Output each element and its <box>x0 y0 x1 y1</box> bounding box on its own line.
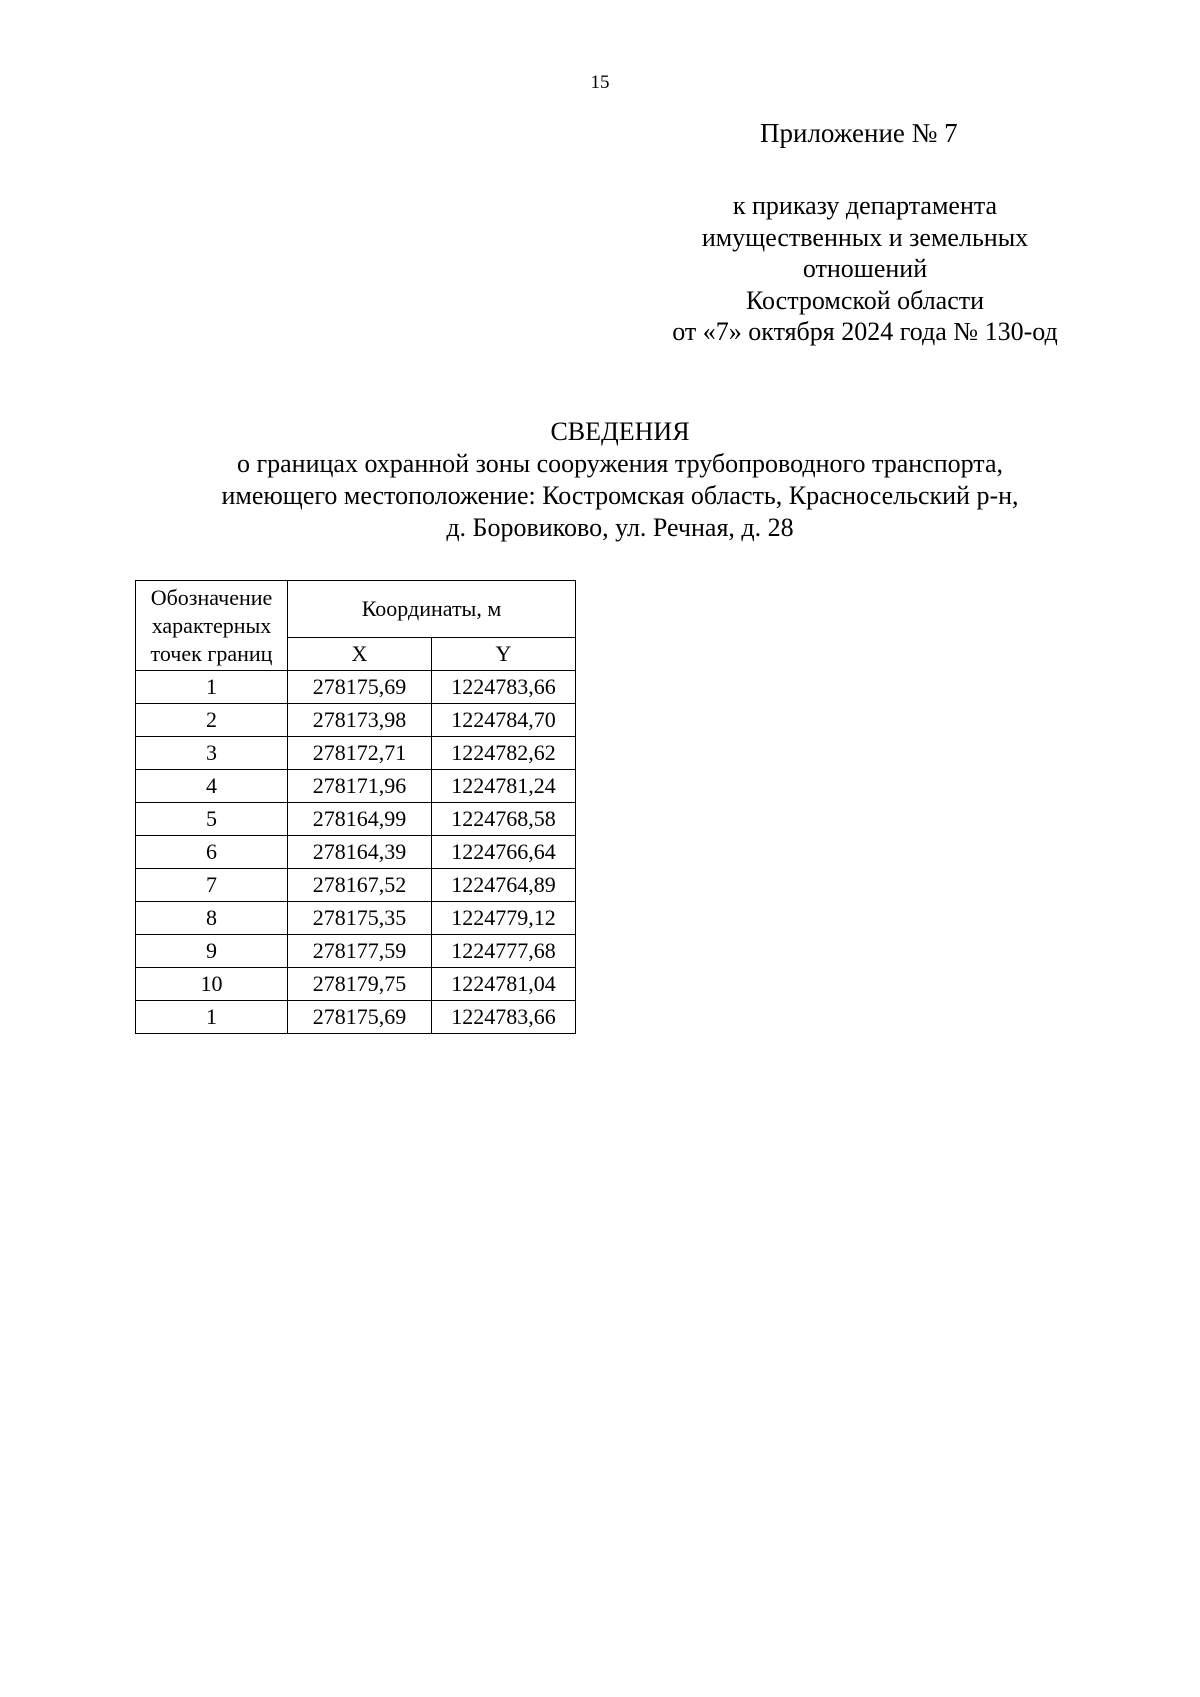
table-row <box>136 968 576 1001</box>
order-line: к приказу департамента <box>732 191 998 220</box>
y-cell: 1224784,70 <box>432 704 576 737</box>
point-cell: 6 <box>136 836 288 869</box>
x-cell: 278175,35 <box>288 902 432 935</box>
table-row <box>136 935 576 968</box>
y-cell: 1224766,64 <box>432 836 576 869</box>
table-row <box>136 704 576 737</box>
point-cell: 8 <box>136 902 288 935</box>
table-row <box>136 902 576 935</box>
info-line: д. Боровиково, ул. Речная, д. 28 <box>446 513 794 542</box>
table-row <box>136 737 576 770</box>
table-row <box>136 869 576 902</box>
y-column-header: Y <box>432 638 576 671</box>
table-row <box>136 671 576 704</box>
x-cell: 278171,96 <box>288 770 432 803</box>
order-reference <box>620 190 1110 348</box>
y-cell: 1224782,62 <box>432 737 576 770</box>
point-cell: 1 <box>136 1001 288 1034</box>
x-cell: 278177,59 <box>288 935 432 968</box>
table-row <box>136 803 576 836</box>
point-cell: 2 <box>136 704 288 737</box>
x-cell: 278164,39 <box>288 836 432 869</box>
x-cell: 278179,75 <box>288 968 432 1001</box>
y-cell: 1224768,58 <box>432 803 576 836</box>
point-cell: 10 <box>136 968 288 1001</box>
y-cell: 1224783,66 <box>432 1001 576 1034</box>
order-line: отношений <box>802 254 928 283</box>
point-cell: 7 <box>136 869 288 902</box>
y-cell: 1224779,12 <box>432 902 576 935</box>
order-line: имущественных и земельных <box>701 222 1029 252</box>
x-cell: 278175,69 <box>288 1001 432 1034</box>
y-cell: 1224764,89 <box>432 869 576 902</box>
table-row <box>136 770 576 803</box>
point-header-line: точек границ <box>150 640 273 666</box>
y-cell: 1224783,66 <box>432 671 576 704</box>
y-cell: 1224781,24 <box>432 770 576 803</box>
x-cell: 278167,52 <box>288 869 432 902</box>
info-line: имеющего местоположение: Костромская область, Красносельский р-н, <box>221 481 1019 510</box>
point-cell: 1 <box>136 671 288 704</box>
x-cell: 278173,98 <box>288 704 432 737</box>
coordinates-table <box>135 580 576 1034</box>
order-line: от «7» октября 2024 года № 130-од <box>672 317 1058 346</box>
point-cell: 4 <box>136 770 288 803</box>
x-cell: 278175,69 <box>288 671 432 704</box>
appendix-title: Приложение № 7 <box>760 118 958 148</box>
info-heading: СВЕДЕНИЯ <box>550 417 690 446</box>
x-cell: 278164,99 <box>288 803 432 836</box>
x-cell: 278172,71 <box>288 737 432 770</box>
coordinates-header: Координаты, м <box>288 581 576 638</box>
point-header-line: Обозначение <box>150 584 273 610</box>
point-header-line: характерных <box>151 612 272 638</box>
info-line: о границах охранной зоны сооружения трубопроводного транспорта, <box>236 449 1004 478</box>
info-block <box>100 416 1140 544</box>
table-row <box>136 836 576 869</box>
page-number: 15 <box>590 72 610 93</box>
point-cell: 3 <box>136 737 288 770</box>
point-cell: 9 <box>136 935 288 968</box>
point-cell: 5 <box>136 803 288 836</box>
x-column-header: X <box>288 638 432 671</box>
table-row <box>136 1001 576 1034</box>
y-cell: 1224777,68 <box>432 935 576 968</box>
point-designation-header <box>136 581 288 671</box>
order-line: Костромской области <box>745 285 985 315</box>
y-cell: 1224781,04 <box>432 968 576 1001</box>
